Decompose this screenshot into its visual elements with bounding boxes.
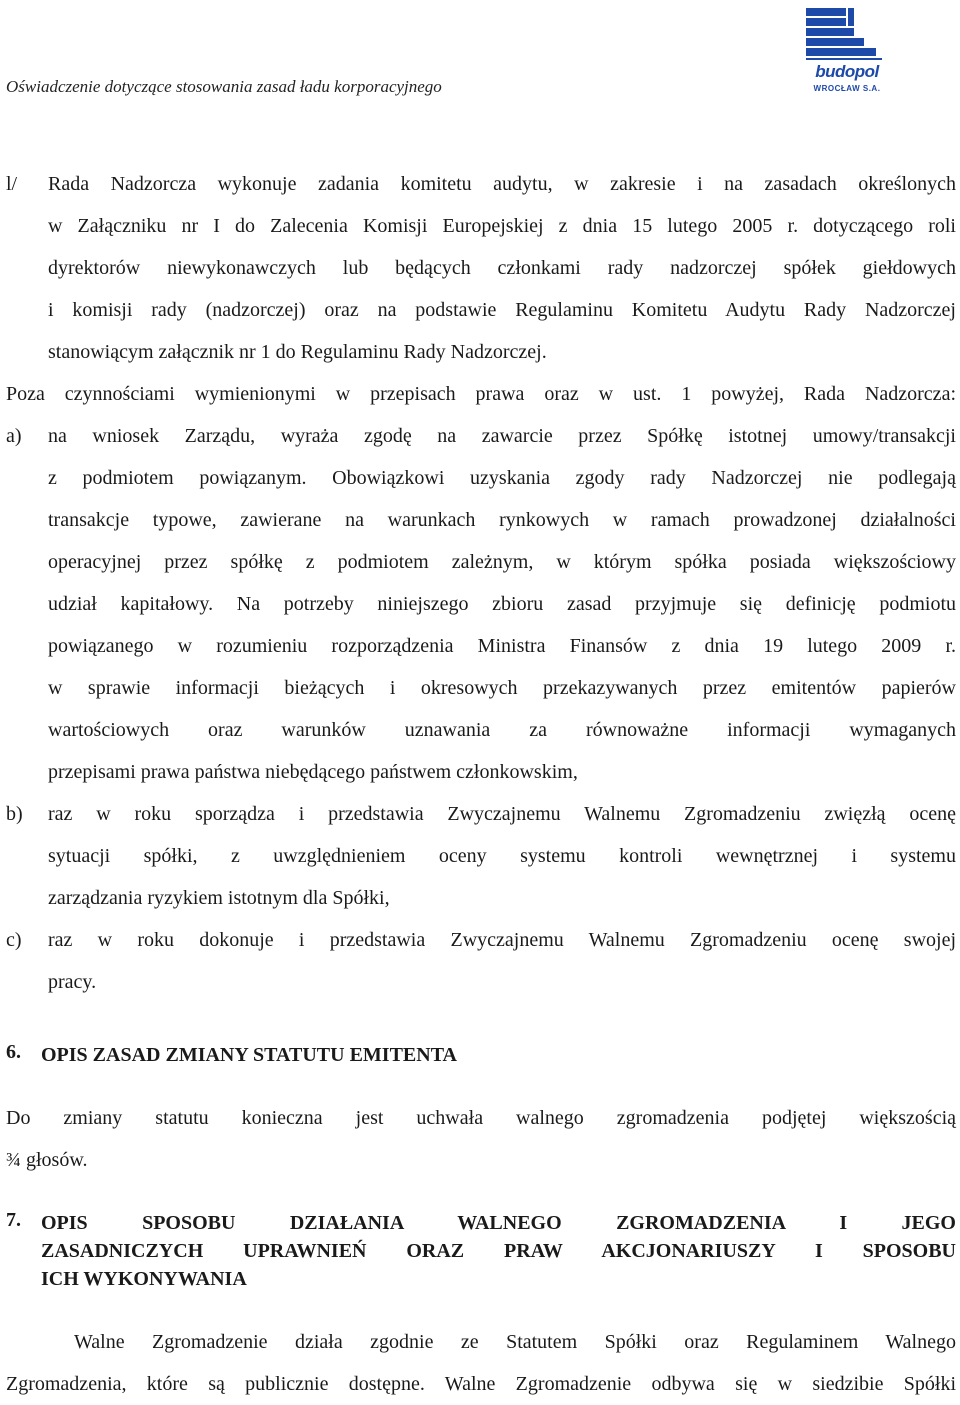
text-line: transakcje typowe, zawierane na warunkach rynkowych w ramach prowadzonej działalności (48, 509, 956, 531)
page-header-title: Oświadczenie dotyczące stosowania zasad ładu korporacyjnego (6, 77, 442, 96)
item-a (6, 415, 956, 793)
item-marker: l/ (6, 173, 18, 195)
section-7-heading (6, 1209, 956, 1293)
section-title-line: ICH WYKONYWANIA (41, 1268, 247, 1290)
logo-subtitle: WROCŁAW S.A. (813, 84, 881, 93)
text-line: wartościowych oraz warunków uznawania za równoważne informacji wymaganych (48, 719, 956, 741)
text-line: Do zmiany statutu konieczna jest uchwała walnego zgromadzenia podjętej większością (6, 1107, 956, 1129)
text-line: Walne Zgromadzenie działa zgodnie ze Statutem Spółki oraz Regulaminem Walnego (74, 1331, 956, 1353)
section-title: OPIS ZASAD ZMIANY STATUTU EMITENTA (41, 1044, 457, 1066)
text-line: udział kapitałowy. Na potrzeby niniejszego zbioru zasad przyjmuje się definicję podmiotu (48, 593, 956, 615)
item-b (6, 793, 956, 919)
text-line: przepisami prawa państwa niebędącego państwem członkowskim, (48, 761, 578, 783)
text-line: na wniosek Zarządu, wyraża zgodę na zawarcie przez Spółkę istotnej umowy/transakcji (48, 425, 956, 447)
text-line: w sprawie informacji bieżących i okresowych przekazywanych przez emitentów papierów (48, 677, 956, 699)
text-line: powiązanego w rozumieniu rozporządzenia Ministra Finansów z dnia 19 lutego 2009 r. (48, 635, 956, 657)
text-line: ¾ głosów. (6, 1149, 88, 1171)
text-line: stanowiącym załącznik nr 1 do Regulaminu Rady Nadzorczej. (48, 341, 547, 363)
text-line: sytuacji spółki, z uwzględnieniem oceny systemu kontroli wewnętrznej i systemu (48, 845, 956, 867)
text-line: raz w roku sporządza i przedstawia Zwyczajnemu Walnemu Zgromadzeniu zwięzłą ocenę (48, 803, 956, 825)
section-title-line: OPIS SPOSOBU DZIAŁANIA WALNEGO ZGROMADZENIA I JEGO (41, 1212, 956, 1234)
logo-wordmark: budopol (815, 62, 879, 81)
text-line: pracy. (48, 971, 97, 993)
item-marker: b) (6, 803, 23, 825)
text-line: i komisji rady (nadzorczej) oraz na podstawie Regulaminu Komitetu Audytu Rady Nadzorczej (48, 299, 956, 321)
item-l (6, 163, 956, 373)
item-marker: c) (6, 929, 22, 951)
text-line: dyrektorów niewykonawczych lub będących członkami rady nadzorczej spółek giełdowych (48, 257, 956, 279)
text-line: zarządzania ryzykiem istotnym dla Spółki, (48, 887, 390, 909)
section-6-heading (6, 1041, 956, 1069)
section-number: 6. (6, 1041, 21, 1063)
section-number: 7. (6, 1209, 21, 1231)
intro-line: Poza czynnościami wymienionymi w przepisach prawa oraz w ust. 1 powyżej, Rada Nadzorcza: (6, 383, 956, 405)
text-line: w Załączniku nr I do Zalecenia Komisji Europejskiej z dnia 15 lutego 2005 r. dotyczącego roli (48, 215, 956, 237)
section-title-line: ZASADNICZYCH UPRAWNIEŃ ORAZ PRAW AKCJONARIUSZY I SPOSOBU (41, 1240, 956, 1262)
item-c (6, 919, 956, 1003)
text-line: z podmiotem powiązanym. Obowiązkowi uzyskania zgody rady Nadzorczej nie podlegają (48, 467, 956, 489)
text-line: Zgromadzenia, które są publicznie dostępne. Walne Zgromadzenie odbywa się w siedzibie Spółki (6, 1373, 956, 1395)
item-marker: a) (6, 425, 22, 447)
document-body (6, 163, 956, 1405)
text-line: operacyjnej przez spółkę z podmiotem zależnym, w którym spółka posiada większościowy (48, 551, 956, 573)
text-line: Rada Nadzorcza wykonuje zadania komitetu audytu, w zakresie i na zasadach określonych (48, 173, 956, 195)
text-line: raz w roku dokonuje i przedstawia Zwyczajnemu Walnemu Zgromadzeniu ocenę swojej (48, 929, 956, 951)
